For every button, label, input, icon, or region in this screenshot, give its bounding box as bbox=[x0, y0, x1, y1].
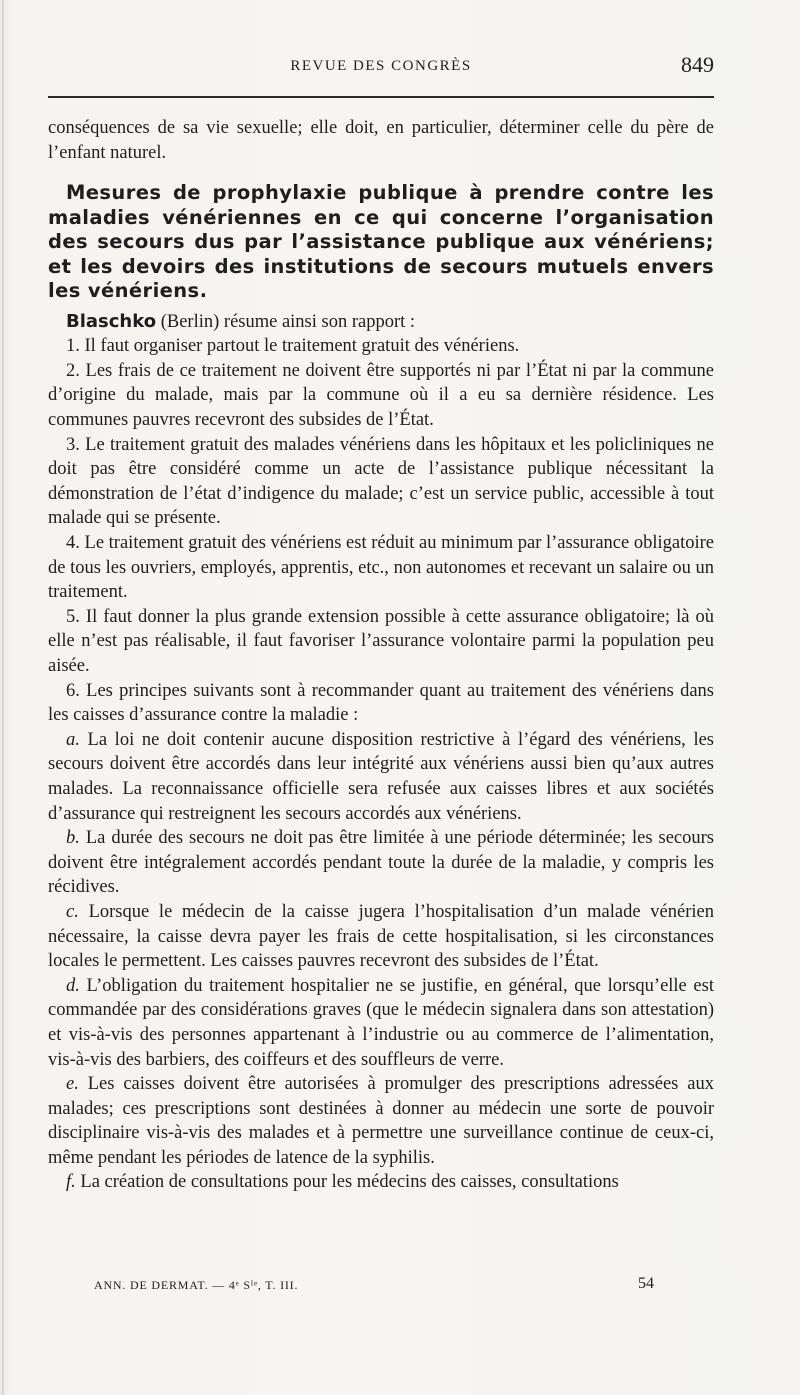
paragraph-2 bbox=[48, 359, 714, 433]
item-number: 2. bbox=[66, 360, 80, 381]
paragraph-continuation: conséquences de sa vie sexuelle; elle doit, en particulier, déterminer celle du père de l’enfant naturel. bbox=[48, 118, 714, 163]
item-letter: c. bbox=[66, 901, 79, 922]
item-letter: b. bbox=[66, 828, 80, 849]
paragraph-text: Lorsque le médecin de la caisse jugera l’hospitalisation d’un malade vénérien nécessaire, la caisse devra payer les frais de cette hospitalisation, si les circonstances locales le permettent. Les caisses pauvres recevront des subsides de l’État. bbox=[48, 901, 714, 972]
item-letter: e. bbox=[66, 1074, 79, 1095]
paragraph-text: Les caisses doivent être autorisées à promulger des prescriptions adressées aux malades; ces prescriptions sont destinées à donner au médecin une sorte de pouvoir disciplinaire vis-à-vis des malades et à permettre une surveillance continue de ceux-ci, même pendant les périodes de latence de la syphilis. bbox=[48, 1074, 714, 1168]
paragraph-text: La création de consultations pour les médecins des caisses, consultations bbox=[75, 1172, 619, 1193]
item-number: 3. bbox=[66, 434, 80, 455]
paragraph-a bbox=[48, 728, 714, 826]
running-title: REVUE DES CONGRÈS bbox=[290, 58, 472, 74]
paragraph-text: La durée des secours ne doit pas être limitée à une période déterminée; les secours doivent être intégralement accordés pendant toute la durée de la maladie, y compris les récidives. bbox=[48, 828, 714, 898]
item-number: 6. bbox=[66, 680, 80, 701]
paragraph-5 bbox=[48, 605, 714, 679]
item-number: 5. bbox=[66, 606, 80, 627]
paragraph-text: L’obligation du traitement hospitalier ne se justifie, en général, que lorsqu’elle est commandée par des considérations graves (que le médecin signalera dans son attestation) et vis-à-vis des personnes appartenant à l’industrie ou au commerce de l’alimentation, vis-à-vis des barbiers, des coiffeurs et des souffleurs de verre. bbox=[48, 975, 714, 1070]
paragraph-text: Le traitement gratuit des vénériens est réduit au minimum par l’assurance obligatoire de tous les ouvriers, employés, apprentis, etc., non autonomes et recevant un salaire ou un traitement. bbox=[48, 533, 714, 603]
paragraph-text: Le traitement gratuit des malades vénériens dans les hôpitaux et les policliniques ne doit pas être considéré comme un acte de l’assistance publique nécessitant la démonstration de l’état d’indigence du malade; c’est un service public, accessible à tout malade qui se présente. bbox=[48, 434, 714, 529]
paragraph-text: Il faut donner la plus grande extension possible à cette assurance obligatoire; là où elle n’est pas réalisable, il faut favoriser l’assurance volontaire parmi la population peu aisée. bbox=[48, 606, 714, 676]
paragraph-b bbox=[48, 826, 714, 900]
header-rule bbox=[48, 96, 714, 98]
paragraph-d bbox=[48, 974, 714, 1072]
paragraph-3 bbox=[48, 433, 714, 531]
item-number: 4. bbox=[66, 533, 80, 554]
author-name: Blaschko bbox=[66, 310, 157, 332]
page-number: 849 bbox=[681, 52, 714, 77]
body-text bbox=[48, 116, 714, 1195]
paragraph-text: La loi ne doit contenir aucune disposition restrictive à l’égard des vénériens, les secours doivent être accordés dans leur intégrité aux vénériens aussi bien qu’aux autres malades. La reconnaissance officielle sera refusée aux caisses libres et aux sociétés d’assurance qui restreignent les secours accordés aux vénériens. bbox=[48, 729, 714, 824]
paragraph-text: Les principes suivants sont à recommander quant au traitement des vénériens dans les caisses d’assurance contre la maladie : bbox=[48, 680, 714, 726]
paragraph-text: Les frais de ce traitement ne doivent être supportés ni par l’État ni par la commune d’origine du malade, mais par la commune où il a eu sa dernière résidence. Les communes pauvres recevront des subsides de l’État. bbox=[48, 360, 714, 431]
item-number: 1. bbox=[66, 336, 80, 357]
signature-mark: 54 bbox=[638, 1275, 654, 1292]
journal-citation: ANN. DE DERMAT. — 4ᵉ Sᴵᵉ, T. III. bbox=[94, 1278, 299, 1292]
author-line bbox=[48, 310, 714, 335]
item-letter: f. bbox=[66, 1172, 76, 1193]
paragraph-6 bbox=[48, 679, 714, 728]
paragraph-text: Il faut organiser partout le traitement gratuit des vénériens. bbox=[79, 336, 520, 357]
paragraph-c bbox=[48, 900, 714, 974]
paragraph-4 bbox=[48, 531, 714, 605]
author-line-text: (Berlin) résume ainsi son rapport : bbox=[156, 311, 416, 332]
paragraph-f bbox=[48, 1170, 714, 1195]
page-footer bbox=[94, 1275, 654, 1293]
item-letter: a. bbox=[66, 729, 80, 750]
section-heading: Mesures de prophylaxie publique à prendre contre les maladies vénériennes en ce qui concerne l’organisation des secours dus par l’assistance publique aux vénériens; et les devoirs des institutions de secours mutuels envers les vénériens. bbox=[48, 181, 714, 303]
page-edge bbox=[2, 0, 4, 1395]
item-letter: d. bbox=[66, 975, 80, 996]
paragraph-e bbox=[48, 1072, 714, 1170]
running-header bbox=[48, 52, 714, 82]
paragraph-1 bbox=[48, 334, 714, 359]
